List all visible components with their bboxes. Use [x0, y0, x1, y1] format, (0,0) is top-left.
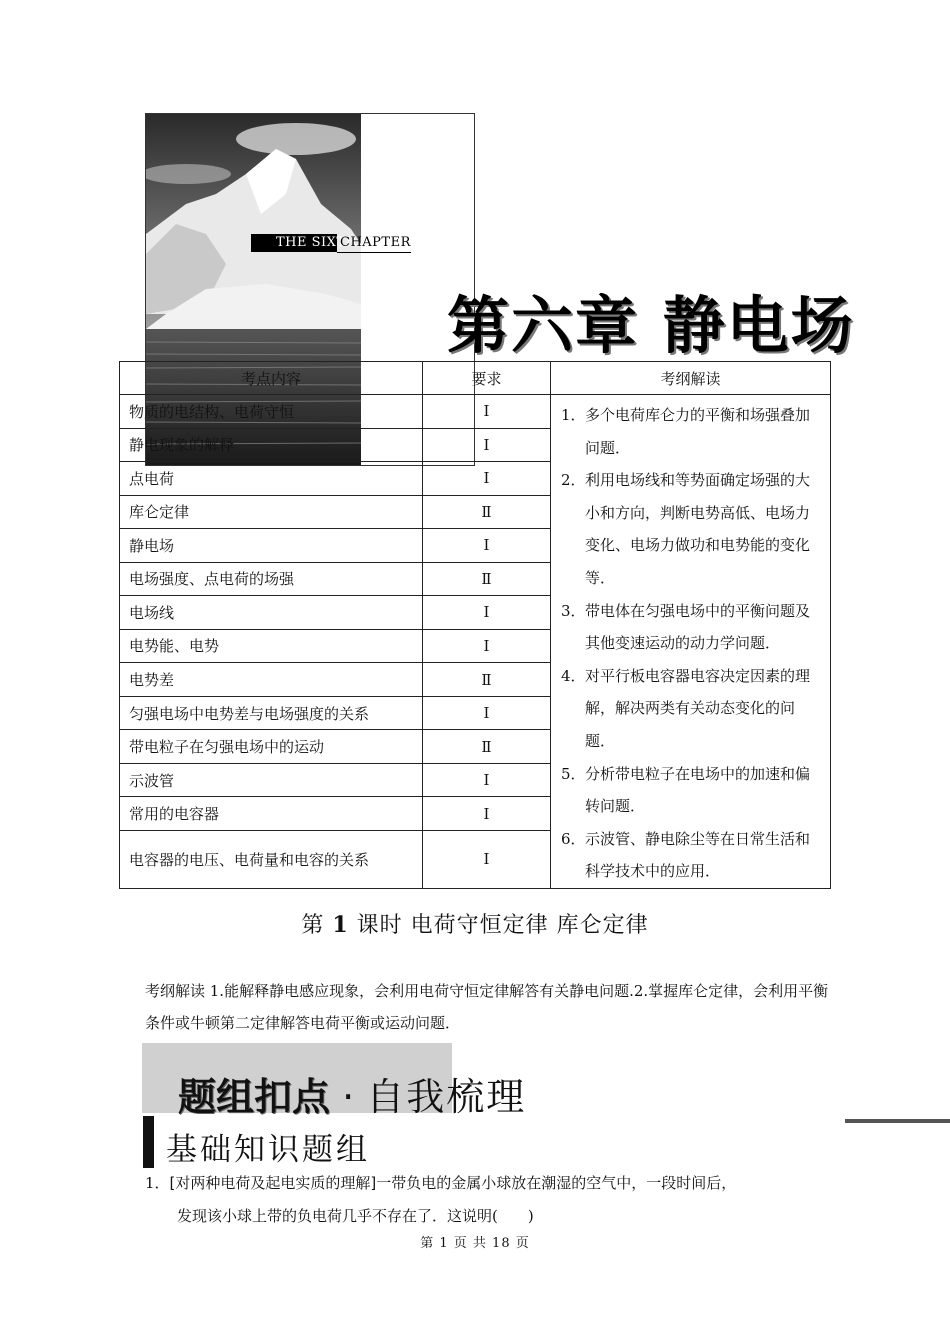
side-rule	[845, 1119, 950, 1123]
item-text: 对平行板电容器电容决定因素的理解，解决两类有关动态变化的问题．	[585, 666, 811, 750]
item-number: 6．	[561, 829, 586, 848]
page-footer: 第 1 页 共 18 页	[420, 1236, 530, 1251]
subheading: 基础知识题组	[166, 1132, 370, 1168]
lesson-prefix: 第	[301, 913, 325, 938]
level-cell: Ⅰ	[423, 696, 551, 730]
topic-cell: 库仑定律	[120, 495, 423, 529]
level-cell: Ⅰ	[423, 797, 551, 831]
item-number: 4．	[561, 666, 586, 685]
level-cell: Ⅰ	[423, 596, 551, 630]
question-line-1	[145, 1167, 845, 1200]
item-text: 带电体在匀强电场中的平衡问题及其他变速运动的动力学问题．	[585, 601, 811, 653]
banner-light-text: 自我梳理	[366, 1075, 527, 1119]
syllabus-table	[119, 361, 831, 889]
interpretation-cell	[551, 395, 831, 889]
topic-cell: 静电现象的解释	[120, 428, 423, 462]
list-item	[561, 595, 820, 660]
item-number: 2．	[561, 471, 586, 490]
topic-cell: 常用的电容器	[120, 797, 423, 831]
question-text-1: 一带负电的金属小球放在潮湿的空气中，一段时间后，	[376, 1174, 737, 1192]
band-label-right: CHAPTER	[337, 234, 411, 253]
topic-cell: 电势差	[120, 663, 423, 697]
topic-cell: 静电场	[120, 529, 423, 563]
question-number: 1．	[145, 1174, 170, 1192]
question-text-2: 发现该小球上带的负电荷几乎不存在了．这说明( )	[177, 1207, 534, 1225]
level-cell: Ⅰ	[423, 462, 551, 496]
item-number: 1．	[561, 406, 586, 424]
lesson-number: 1	[332, 912, 349, 938]
subhead-bar	[143, 1116, 154, 1168]
level-cell: Ⅱ	[423, 663, 551, 697]
chapter-title: 第六章 静电场	[447, 289, 855, 362]
topic-cell: 匀强电场中电势差与电场强度的关系	[120, 696, 423, 730]
header-topic: 考点内容	[120, 362, 423, 395]
list-item	[561, 399, 820, 464]
topic-cell: 电容器的电压、电荷量和电容的关系	[120, 830, 423, 888]
topic-cell: 点电荷	[120, 462, 423, 496]
question-tag: [对两种电荷及起电实质的理解]	[169, 1174, 377, 1192]
level-cell: Ⅱ	[423, 562, 551, 596]
level-cell: Ⅰ	[423, 428, 551, 462]
band-label-left: THE SIXTH	[251, 234, 337, 252]
item-text: 分析带电粒子在电场中的加速和偏转问题．	[585, 764, 811, 816]
topic-cell: 电势能、电势	[120, 629, 423, 663]
item-text: 利用电场线和等势面确定场强的大小和方向，判断电势高低、电场力变化、电场力做功和电势能的变化等．	[585, 471, 811, 587]
level-cell: Ⅰ	[423, 830, 551, 888]
syllabus-outline: 考纲解读 1.能解释静电感应现象，会利用电荷守恒定律解答有关静电问题.2.掌握库仑定律，会利用平衡条件或牛顿第二定律解答电荷平衡或运动问题．	[145, 982, 829, 1032]
topic-cell: 带电粒子在匀强电场中的运动	[120, 730, 423, 764]
level-cell: Ⅱ	[423, 730, 551, 764]
lesson-rest: 课时 电荷守恒定律 库仑定律	[356, 913, 649, 938]
level-cell: Ⅰ	[423, 529, 551, 563]
level-cell: Ⅰ	[423, 629, 551, 663]
question-1	[145, 1167, 845, 1233]
banner-bold-text: 题组扣点	[178, 1075, 331, 1119]
table-row	[120, 395, 831, 429]
chapter-band	[251, 234, 438, 252]
topic-cell: 物质的电结构、电荷守恒	[120, 395, 423, 429]
banner-dot: ·	[330, 1075, 367, 1119]
table-header-row	[120, 362, 831, 395]
topic-cell: 电场强度、点电荷的场强	[120, 562, 423, 596]
item-number: 5．	[561, 764, 586, 783]
list-item	[561, 758, 820, 823]
level-cell: Ⅱ	[423, 495, 551, 529]
topic-cell: 电场线	[120, 596, 423, 630]
item-number: 3．	[561, 601, 586, 620]
topic-cell: 示波管	[120, 763, 423, 797]
list-item	[561, 660, 820, 758]
list-item	[561, 823, 820, 888]
item-text: 示波管、静电除尘等在日常生活和科学技术中的应用．	[585, 829, 811, 881]
header-interpretation: 考纲解读	[551, 362, 831, 395]
level-cell: Ⅰ	[423, 763, 551, 797]
list-item	[561, 464, 820, 594]
header-level: 要求	[423, 362, 551, 395]
section-banner-title	[178, 1066, 526, 1121]
item-text: 多个电荷库仑力的平衡和场强叠加问题．	[585, 406, 811, 457]
level-cell: Ⅰ	[423, 395, 551, 429]
lesson-title	[0, 908, 950, 939]
